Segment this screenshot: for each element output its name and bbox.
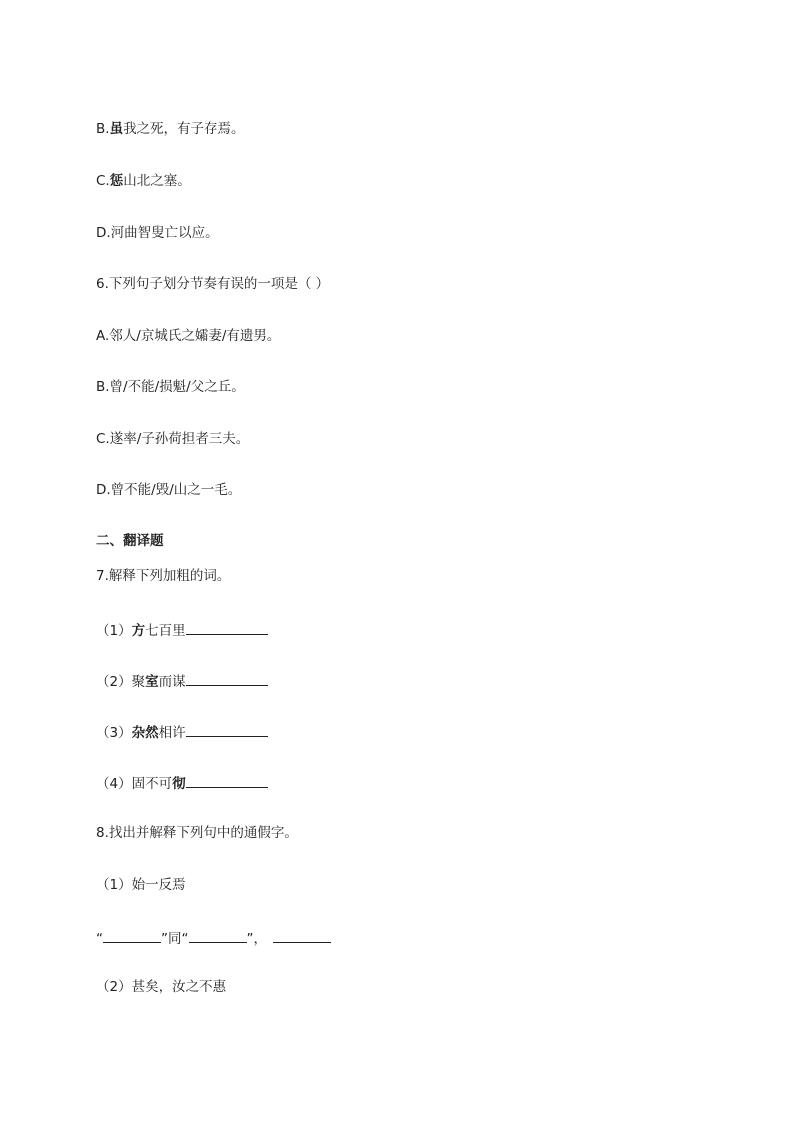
answer-blank[interactable] bbox=[189, 928, 247, 943]
option-text: 河曲智叟亡以应。 bbox=[110, 225, 219, 241]
q5-option-c bbox=[96, 172, 191, 190]
quote-mark: “ bbox=[96, 931, 103, 947]
option-letter: D. bbox=[96, 225, 111, 241]
bold-word: 杂然 bbox=[131, 725, 159, 741]
bold-word: 虽 bbox=[109, 121, 124, 137]
item-number: （4） bbox=[96, 776, 132, 792]
option-text: 我之死，有子存焉。 bbox=[123, 121, 245, 137]
item-text: 聚 bbox=[131, 674, 146, 690]
item-text: 七百里 bbox=[145, 623, 186, 639]
answer-blank[interactable] bbox=[186, 722, 268, 737]
q8-item-2: （2）甚矣，汝之不惠 bbox=[96, 979, 227, 995]
option-letter: C. bbox=[96, 173, 110, 189]
answer-blank[interactable] bbox=[186, 671, 268, 686]
q6-option-c: C.遂率/子孙荷担者三夫。 bbox=[96, 431, 250, 447]
item-text: 而谋 bbox=[158, 674, 186, 690]
q7-item-2 bbox=[96, 671, 268, 691]
q6-option-a: A.邻人/京城氏之孀妻/有遗男。 bbox=[96, 328, 281, 344]
item-number: （1） bbox=[96, 623, 132, 639]
bold-word: 方 bbox=[131, 623, 146, 639]
option-text: 山北之塞。 bbox=[123, 173, 191, 189]
answer-blank[interactable] bbox=[103, 928, 161, 943]
q7-item-4 bbox=[96, 773, 268, 793]
item-text: 相许 bbox=[158, 725, 186, 741]
q8-stem: 8.找出并解释下列句中的通假字。 bbox=[96, 825, 298, 841]
same-as-text: ”同“ bbox=[161, 931, 189, 947]
answer-blank[interactable] bbox=[186, 620, 268, 635]
q7-stem: 7.解释下列加粗的词。 bbox=[96, 568, 231, 584]
q8-item-1: （1）始一反焉 bbox=[96, 877, 186, 893]
bold-word: 惩 bbox=[109, 173, 124, 189]
q7-item-1 bbox=[96, 620, 268, 640]
bold-word: 室 bbox=[145, 674, 159, 690]
option-letter: B. bbox=[96, 121, 110, 137]
item-number: （2） bbox=[96, 674, 132, 690]
answer-blank[interactable] bbox=[186, 773, 268, 788]
item-text: 固不可 bbox=[131, 776, 173, 792]
q6-option-d: D.曾不能/毁/山之一毛。 bbox=[96, 482, 242, 498]
bold-word: 彻 bbox=[172, 776, 186, 792]
item-number: （3） bbox=[96, 725, 132, 741]
answer-blank[interactable] bbox=[273, 928, 331, 943]
q8-fill-row bbox=[96, 928, 331, 948]
section-heading: 二、翻译题 bbox=[96, 533, 164, 549]
q6-stem: 6.下列句子划分节奏有误的一项是（ ） bbox=[96, 276, 330, 292]
q6-option-b: B.曾/不能/损魁/父之丘。 bbox=[96, 379, 245, 395]
q5-option-b bbox=[96, 120, 245, 138]
q7-item-3 bbox=[96, 722, 268, 742]
q5-option-d bbox=[96, 224, 219, 242]
quote-mark: ”， bbox=[246, 931, 267, 947]
